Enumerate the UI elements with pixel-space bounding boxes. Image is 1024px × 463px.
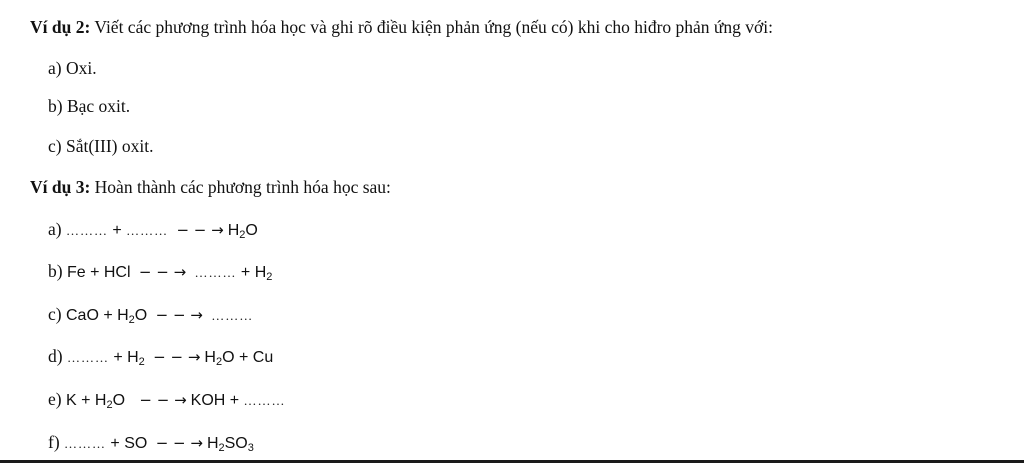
example-2-label: Ví dụ 2:: [30, 17, 91, 37]
reactants: + SO: [110, 435, 148, 452]
blank: ………: [65, 223, 108, 238]
item-marker: c): [48, 136, 62, 156]
example-3-text: Hoàn thành các phương trình hóa học sau:: [90, 177, 391, 197]
blank: ………: [126, 223, 169, 238]
item-text: Sắt(III) oxit.: [65, 136, 154, 156]
equation-b: [48, 261, 272, 287]
reactants: Fe + HCl: [66, 264, 131, 281]
equation-f: [48, 432, 254, 458]
example-2-text: Viết các phương trình hóa học và ghi rõ điều kiện phản ứng (nếu có) khi cho hiđro phản ứng với:: [90, 17, 774, 37]
product: $H_2O + Cu$: [204, 349, 274, 368]
blank: ………: [66, 350, 109, 365]
reaction-arrow: − − →: [155, 306, 203, 324]
blank: ………: [194, 265, 237, 280]
equation-e: [48, 389, 286, 415]
plus-sign: +: [112, 222, 122, 239]
example-2-heading: [30, 17, 773, 37]
reactants: CaO + $H_2O$: [65, 307, 148, 326]
reaction-arrow: − − →: [176, 221, 224, 239]
example-2-item-c: [48, 136, 153, 156]
reaction-arrow: − − →: [138, 263, 187, 281]
product: $H_2SO_3$: [206, 435, 254, 454]
example-3-heading: [30, 177, 391, 197]
reactants: + $H_2$: [113, 349, 145, 368]
reaction-arrow: − − →: [155, 434, 203, 452]
blank: ………: [243, 393, 286, 408]
product: KOH +: [190, 392, 240, 409]
reactants: $K + H_2O$: [65, 392, 126, 411]
blank: ………: [64, 436, 107, 451]
equation-marker: c): [48, 304, 62, 324]
equation-marker: b): [48, 261, 63, 281]
item-text: Oxi.: [65, 58, 97, 78]
equation-marker: a): [48, 219, 62, 239]
reaction-arrow: − − →: [139, 391, 187, 409]
item-text: Bạc oxit.: [66, 96, 131, 116]
example-2-item-b: [48, 96, 130, 116]
equation-a: [48, 219, 258, 245]
equation-marker: f): [48, 432, 60, 452]
product: + $H_2$: [240, 264, 273, 283]
equation-marker: e): [48, 389, 62, 409]
equation-marker: d): [48, 346, 63, 366]
product: $H_2O$: [227, 222, 258, 241]
equation-d: [48, 346, 273, 372]
example-2-item-a: [48, 58, 97, 78]
example-3-label: Ví dụ 3:: [30, 177, 91, 197]
item-marker: b): [48, 96, 63, 116]
reaction-arrow: − − →: [153, 348, 201, 366]
blank: ………: [211, 308, 254, 323]
item-marker: a): [48, 58, 62, 78]
equation-c: [48, 304, 253, 330]
